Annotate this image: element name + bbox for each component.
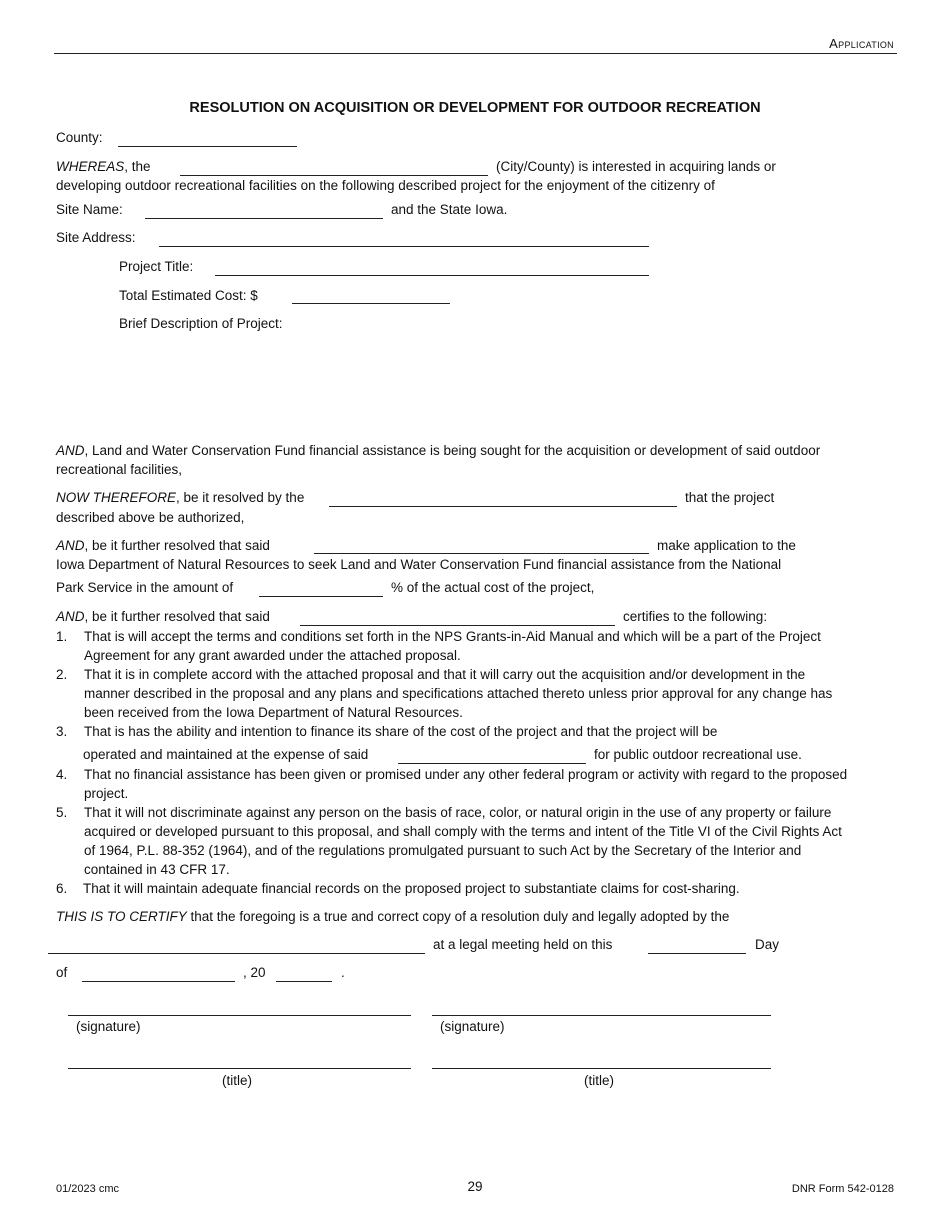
item-3-line1: That is has the ability and intention to finance its share of the cost of the project and that the project will be [84,724,718,739]
item-5-line4: contained in 43 CFR 17. [84,862,230,877]
item-5-line1: That it will not discriminate against any person on the basis of race, color, or natural origin in the use of any property or failure [84,805,832,820]
item-2-line3: been received from the Iowa Department of Natural Resources. [84,705,463,720]
item-1-number: 1. [56,629,68,644]
whereas-line2: developing outdoor recreational facilities on the following described project for the enjoyment of the citizenry of [56,178,715,193]
site-name-field[interactable] [145,218,383,219]
meeting-day-field[interactable] [648,953,746,954]
now-therefore-after-lead: , be it resolved by the [176,490,305,505]
signature-field-left[interactable] [68,1015,411,1016]
city-county-field[interactable] [180,175,488,176]
whereas-after-blank: (City/County) is interested in acquiring lands or [496,159,776,174]
item-5-line2: acquired or developed pursuant to this proposal, and shall comply with the terms and intent of the Title VI of the Civil Rights Act [84,824,842,839]
site-name-label: Site Name: [56,202,123,217]
certify-rest: that the foregoing is a true and correct copy of a resolution duly and legally adopted by the [186,909,730,924]
page-title: RESOLUTION ON ACQUISITION OR DEVELOPMENT FOR OUTDOOR RECREATION [189,100,761,116]
and2-lead: AND [56,538,85,553]
item-1-line2: Agreement for any grant awarded under the attached proposal. [84,648,461,663]
year-period: . [341,965,345,980]
item-6-line1: That it will maintain adequate financial records on the proposed project to substantiate claims for cost-sharing. [83,881,740,896]
title-label-right: (title) [584,1073,614,1088]
and2-line3-post: % of the actual cost of the project, [391,580,595,595]
and2-after-blank: make application to the [657,538,796,553]
applicant-field[interactable] [314,553,649,554]
and1-line2: recreational facilities, [56,462,183,477]
site-address-field[interactable] [159,246,649,247]
description-area[interactable] [119,336,889,432]
whereas-lead: WHEREAS [56,159,125,174]
title-field-right[interactable] [432,1068,771,1069]
signature-label-right: (signature) [440,1019,505,1034]
and3-line1 [56,609,270,625]
page-number: 29 [467,1179,483,1194]
adopting-body-field[interactable] [48,953,425,954]
now-therefore-lead: NOW THEREFORE [56,490,176,505]
item-5-line3: of 1964, P.L. 88-352 (1964), and of the regulations promulgated pursuant to such Act by the Secretary of the Interior and [84,843,802,858]
footer-form-number: DNR Form 542-0128 [791,1183,894,1195]
now-therefore-line2: described above be authorized, [56,510,245,525]
site-address-label: Site Address: [56,230,136,245]
and3-after-lead: , be it further resolved that said [84,609,270,624]
signature-label-left: (signature) [76,1019,141,1034]
year-prefix: , 20 [243,965,266,980]
section-label: Application [829,36,894,51]
item-4-number: 4. [56,767,68,782]
item-3-line2-pre: operated and maintained at the expense of said [83,747,369,762]
item-2-line1: That it is in complete accord with the attached proposal and that it will carry out the acquisition and/or development in the [84,667,806,682]
meeting-year-field[interactable] [276,981,332,982]
certify-lead: THIS IS TO CERTIFY [56,909,187,924]
item-5-number: 5. [56,805,68,820]
and1-text: , Land and Water Conservation Fund financial assistance is being sought for the acquisition or development of said outdoor [84,443,821,458]
item-2-number: 2. [56,667,68,682]
and2-line2: Iowa Department of Natural Resources to seek Land and Water Conservation Fund financial assistance from the National [56,557,782,572]
item-2-line2: manner described in the proposal and any plans and specifications attached thereto unless prior approval for any change has [84,686,833,701]
and3-lead: AND [56,609,85,624]
total-cost-label: Total Estimated Cost: $ [119,288,258,303]
state-text: and the State Iowa. [391,202,508,217]
percent-field[interactable] [259,596,383,597]
footer-revision: 01/2023 cmc [56,1183,119,1195]
day-text: Day [755,937,780,952]
resolving-body-field[interactable] [329,506,677,507]
item-4-line2: project. [84,786,129,801]
certifying-entity-field[interactable] [300,625,615,626]
item-1-line1: That is will accept the terms and conditions set forth in the NPS Grants-in-Aid Manual and which will be a part of the Project [84,629,821,644]
project-title-label: Project Title: [119,259,194,274]
now-therefore-line1 [56,490,304,506]
item-3-number: 3. [56,724,68,739]
signature-field-right[interactable] [432,1015,771,1016]
title-field-left[interactable] [68,1068,411,1069]
and1-line1 [56,443,820,459]
and2-line3-pre: Park Service in the amount of [56,580,234,595]
meeting-text: at a legal meeting held on this [433,937,613,952]
project-title-field[interactable] [215,275,649,276]
item-6-number: 6. [56,881,68,896]
whereas-after-lead: , the [124,159,151,174]
description-label: Brief Description of Project: [119,316,283,331]
of-text: of [56,965,68,980]
and1-lead: AND [56,443,85,458]
whereas-line1 [56,159,151,175]
expense-entity-field[interactable] [398,763,586,764]
item-4-line1: That no financial assistance has been given or promised under any other federal program or activity with regard to the proposed [84,767,848,782]
and2-after-lead: , be it further resolved that said [84,538,270,553]
and3-after-blank: certifies to the following: [623,609,768,624]
county-field[interactable] [118,146,297,147]
item-3-line2-post: for public outdoor recreational use. [594,747,802,762]
now-therefore-after-blank: that the project [685,490,775,505]
total-cost-field[interactable] [292,303,450,304]
and2-line1 [56,538,270,554]
certify-line [56,909,729,925]
meeting-month-field[interactable] [82,981,235,982]
title-label-left: (title) [222,1073,252,1088]
header-rule [54,53,897,54]
county-label: County: [56,130,103,145]
